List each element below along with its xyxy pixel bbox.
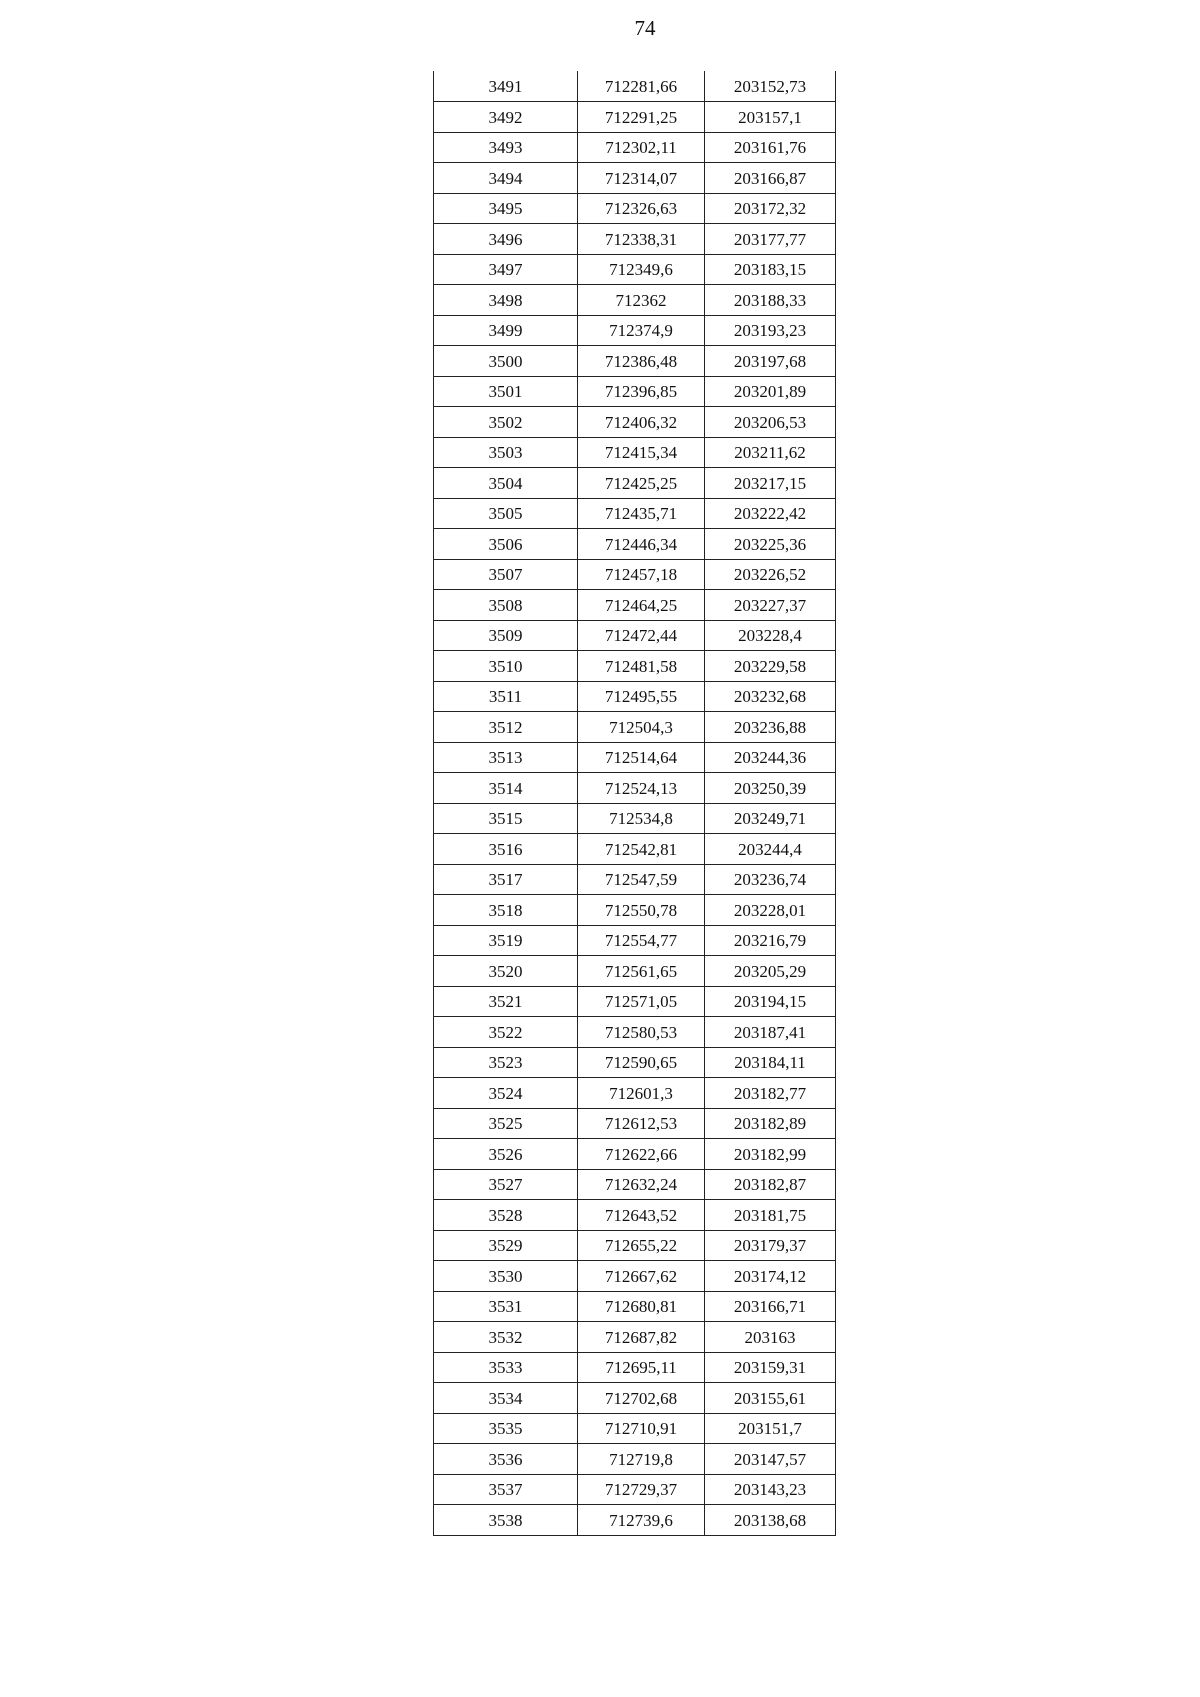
x-coordinate-cell: 712425,25	[578, 468, 705, 499]
y-coordinate-cell: 203157,1	[705, 102, 836, 133]
x-coordinate-cell: 712687,82	[578, 1322, 705, 1353]
table-row	[434, 1230, 836, 1261]
point-number-cell: 3510	[434, 651, 578, 682]
y-coordinate-cell: 203228,01	[705, 895, 836, 926]
x-coordinate-cell: 712622,66	[578, 1139, 705, 1170]
table-row	[434, 1078, 836, 1109]
y-coordinate-cell: 203147,57	[705, 1444, 836, 1475]
table-row	[434, 803, 836, 834]
point-number-cell: 3513	[434, 742, 578, 773]
y-coordinate-cell: 203236,88	[705, 712, 836, 743]
y-coordinate-cell: 203179,37	[705, 1230, 836, 1261]
point-number-cell: 3506	[434, 529, 578, 560]
y-coordinate-cell: 203182,99	[705, 1139, 836, 1170]
y-coordinate-cell: 203166,71	[705, 1291, 836, 1322]
x-coordinate-cell: 712415,34	[578, 437, 705, 468]
table-row	[434, 1261, 836, 1292]
point-number-cell: 3509	[434, 620, 578, 651]
point-number-cell: 3512	[434, 712, 578, 743]
point-number-cell: 3501	[434, 376, 578, 407]
table-row	[434, 224, 836, 255]
point-number-cell: 3496	[434, 224, 578, 255]
table-row	[434, 590, 836, 621]
point-number-cell: 3502	[434, 407, 578, 438]
x-coordinate-cell: 712719,8	[578, 1444, 705, 1475]
point-number-cell: 3524	[434, 1078, 578, 1109]
table-row	[434, 1444, 836, 1475]
x-coordinate-cell: 712457,18	[578, 559, 705, 590]
table-row	[434, 132, 836, 163]
point-number-cell: 3525	[434, 1108, 578, 1139]
x-coordinate-cell: 712632,24	[578, 1169, 705, 1200]
point-number-cell: 3514	[434, 773, 578, 804]
x-coordinate-cell: 712550,78	[578, 895, 705, 926]
y-coordinate-cell: 203155,61	[705, 1383, 836, 1414]
y-coordinate-cell: 203244,4	[705, 834, 836, 865]
table-row	[434, 1200, 836, 1231]
y-coordinate-cell: 203182,87	[705, 1169, 836, 1200]
table-row	[434, 1169, 836, 1200]
point-number-cell: 3511	[434, 681, 578, 712]
x-coordinate-cell: 712326,63	[578, 193, 705, 224]
table-row	[434, 559, 836, 590]
point-number-cell: 3536	[434, 1444, 578, 1475]
y-coordinate-cell: 203236,74	[705, 864, 836, 895]
x-coordinate-cell: 712590,65	[578, 1047, 705, 1078]
y-coordinate-cell: 203229,58	[705, 651, 836, 682]
y-coordinate-cell: 203193,23	[705, 315, 836, 346]
y-coordinate-cell: 203232,68	[705, 681, 836, 712]
y-coordinate-cell: 203201,89	[705, 376, 836, 407]
x-coordinate-cell: 712464,25	[578, 590, 705, 621]
x-coordinate-cell: 712435,71	[578, 498, 705, 529]
table-row	[434, 1047, 836, 1078]
page-number: 74	[634, 16, 656, 40]
table-row	[434, 925, 836, 956]
table-row	[434, 1474, 836, 1505]
table-row	[434, 773, 836, 804]
y-coordinate-cell: 203244,36	[705, 742, 836, 773]
y-coordinate-cell: 203152,73	[705, 71, 836, 102]
y-coordinate-cell: 203159,31	[705, 1352, 836, 1383]
table-row	[434, 102, 836, 133]
point-number-cell: 3493	[434, 132, 578, 163]
table-row	[434, 529, 836, 560]
table-row	[434, 346, 836, 377]
x-coordinate-cell: 712534,8	[578, 803, 705, 834]
point-number-cell: 3516	[434, 834, 578, 865]
x-coordinate-cell: 712580,53	[578, 1017, 705, 1048]
table-row	[434, 437, 836, 468]
y-coordinate-cell: 203138,68	[705, 1505, 836, 1536]
table-row	[434, 712, 836, 743]
x-coordinate-cell: 712291,25	[578, 102, 705, 133]
point-number-cell: 3522	[434, 1017, 578, 1048]
table-row	[434, 1505, 836, 1536]
x-coordinate-cell: 712695,11	[578, 1352, 705, 1383]
y-coordinate-cell: 203184,11	[705, 1047, 836, 1078]
x-coordinate-cell: 712739,6	[578, 1505, 705, 1536]
point-number-cell: 3528	[434, 1200, 578, 1231]
point-number-cell: 3529	[434, 1230, 578, 1261]
table-row	[434, 1291, 836, 1322]
x-coordinate-cell: 712314,07	[578, 163, 705, 194]
point-number-cell: 3532	[434, 1322, 578, 1353]
x-coordinate-cell: 712655,22	[578, 1230, 705, 1261]
y-coordinate-cell: 203188,33	[705, 285, 836, 316]
y-coordinate-cell: 203182,77	[705, 1078, 836, 1109]
x-coordinate-cell: 712472,44	[578, 620, 705, 651]
y-coordinate-cell: 203194,15	[705, 986, 836, 1017]
table-row	[434, 1139, 836, 1170]
table-row	[434, 864, 836, 895]
y-coordinate-cell: 203222,42	[705, 498, 836, 529]
x-coordinate-cell: 712524,13	[578, 773, 705, 804]
table-row	[434, 1108, 836, 1139]
point-number-cell: 3533	[434, 1352, 578, 1383]
table-row	[434, 834, 836, 865]
point-number-cell: 3494	[434, 163, 578, 194]
y-coordinate-cell: 203197,68	[705, 346, 836, 377]
x-coordinate-cell: 712702,68	[578, 1383, 705, 1414]
table-row	[434, 498, 836, 529]
x-coordinate-cell: 712281,66	[578, 71, 705, 102]
table-row	[434, 956, 836, 987]
point-number-cell: 3519	[434, 925, 578, 956]
y-coordinate-cell: 203161,76	[705, 132, 836, 163]
table-row	[434, 254, 836, 285]
table-row	[434, 407, 836, 438]
x-coordinate-cell: 712601,3	[578, 1078, 705, 1109]
point-number-cell: 3508	[434, 590, 578, 621]
point-number-cell: 3503	[434, 437, 578, 468]
y-coordinate-cell: 203206,53	[705, 407, 836, 438]
x-coordinate-cell: 712710,91	[578, 1413, 705, 1444]
point-number-cell: 3507	[434, 559, 578, 590]
table-row	[434, 315, 836, 346]
y-coordinate-cell: 203181,75	[705, 1200, 836, 1231]
y-coordinate-cell: 203227,37	[705, 590, 836, 621]
point-number-cell: 3500	[434, 346, 578, 377]
y-coordinate-cell: 203187,41	[705, 1017, 836, 1048]
table-row	[434, 895, 836, 926]
x-coordinate-cell: 712396,85	[578, 376, 705, 407]
table-row	[434, 742, 836, 773]
x-coordinate-cell: 712406,32	[578, 407, 705, 438]
y-coordinate-cell: 203211,62	[705, 437, 836, 468]
point-number-cell: 3527	[434, 1169, 578, 1200]
y-coordinate-cell: 203183,15	[705, 254, 836, 285]
x-coordinate-cell: 712547,59	[578, 864, 705, 895]
y-coordinate-cell: 203172,32	[705, 193, 836, 224]
coordinates-table-body	[434, 71, 836, 1535]
y-coordinate-cell: 203163	[705, 1322, 836, 1353]
point-number-cell: 3530	[434, 1261, 578, 1292]
y-coordinate-cell: 203151,7	[705, 1413, 836, 1444]
y-coordinate-cell: 203166,87	[705, 163, 836, 194]
table-row	[434, 1413, 836, 1444]
point-number-cell: 3534	[434, 1383, 578, 1414]
point-number-cell: 3499	[434, 315, 578, 346]
y-coordinate-cell: 203174,12	[705, 1261, 836, 1292]
x-coordinate-cell: 712561,65	[578, 956, 705, 987]
point-number-cell: 3515	[434, 803, 578, 834]
point-number-cell: 3491	[434, 71, 578, 102]
y-coordinate-cell: 203226,52	[705, 559, 836, 590]
y-coordinate-cell: 203205,29	[705, 956, 836, 987]
x-coordinate-cell: 712495,55	[578, 681, 705, 712]
x-coordinate-cell: 712349,6	[578, 254, 705, 285]
point-number-cell: 3518	[434, 895, 578, 926]
coordinates-table	[433, 71, 836, 1536]
x-coordinate-cell: 712542,81	[578, 834, 705, 865]
table-row	[434, 71, 836, 102]
table-row	[434, 285, 836, 316]
table-row	[434, 620, 836, 651]
point-number-cell: 3531	[434, 1291, 578, 1322]
table-row	[434, 651, 836, 682]
point-number-cell: 3498	[434, 285, 578, 316]
x-coordinate-cell: 712667,62	[578, 1261, 705, 1292]
x-coordinate-cell: 712504,3	[578, 712, 705, 743]
x-coordinate-cell: 712446,34	[578, 529, 705, 560]
point-number-cell: 3517	[434, 864, 578, 895]
y-coordinate-cell: 203143,23	[705, 1474, 836, 1505]
table-row	[434, 163, 836, 194]
y-coordinate-cell: 203225,36	[705, 529, 836, 560]
point-number-cell: 3537	[434, 1474, 578, 1505]
table-row	[434, 376, 836, 407]
table-row	[434, 1352, 836, 1383]
point-number-cell: 3495	[434, 193, 578, 224]
table-row	[434, 1383, 836, 1414]
y-coordinate-cell: 203228,4	[705, 620, 836, 651]
x-coordinate-cell: 712302,11	[578, 132, 705, 163]
x-coordinate-cell: 712554,77	[578, 925, 705, 956]
table-row	[434, 986, 836, 1017]
x-coordinate-cell: 712514,64	[578, 742, 705, 773]
x-coordinate-cell: 712612,53	[578, 1108, 705, 1139]
x-coordinate-cell: 712571,05	[578, 986, 705, 1017]
x-coordinate-cell: 712338,31	[578, 224, 705, 255]
point-number-cell: 3492	[434, 102, 578, 133]
point-number-cell: 3535	[434, 1413, 578, 1444]
point-number-cell: 3504	[434, 468, 578, 499]
table-row	[434, 681, 836, 712]
point-number-cell: 3497	[434, 254, 578, 285]
x-coordinate-cell: 712729,37	[578, 1474, 705, 1505]
table-row	[434, 1322, 836, 1353]
point-number-cell: 3505	[434, 498, 578, 529]
point-number-cell: 3523	[434, 1047, 578, 1078]
point-number-cell: 3521	[434, 986, 578, 1017]
y-coordinate-cell: 203217,15	[705, 468, 836, 499]
x-coordinate-cell: 712386,48	[578, 346, 705, 377]
y-coordinate-cell: 203249,71	[705, 803, 836, 834]
point-number-cell: 3520	[434, 956, 578, 987]
table-row	[434, 1017, 836, 1048]
point-number-cell: 3538	[434, 1505, 578, 1536]
x-coordinate-cell: 712643,52	[578, 1200, 705, 1231]
x-coordinate-cell: 712481,58	[578, 651, 705, 682]
x-coordinate-cell: 712680,81	[578, 1291, 705, 1322]
x-coordinate-cell: 712362	[578, 285, 705, 316]
y-coordinate-cell: 203216,79	[705, 925, 836, 956]
y-coordinate-cell: 203177,77	[705, 224, 836, 255]
y-coordinate-cell: 203250,39	[705, 773, 836, 804]
table-row	[434, 193, 836, 224]
y-coordinate-cell: 203182,89	[705, 1108, 836, 1139]
table-row	[434, 468, 836, 499]
x-coordinate-cell: 712374,9	[578, 315, 705, 346]
point-number-cell: 3526	[434, 1139, 578, 1170]
